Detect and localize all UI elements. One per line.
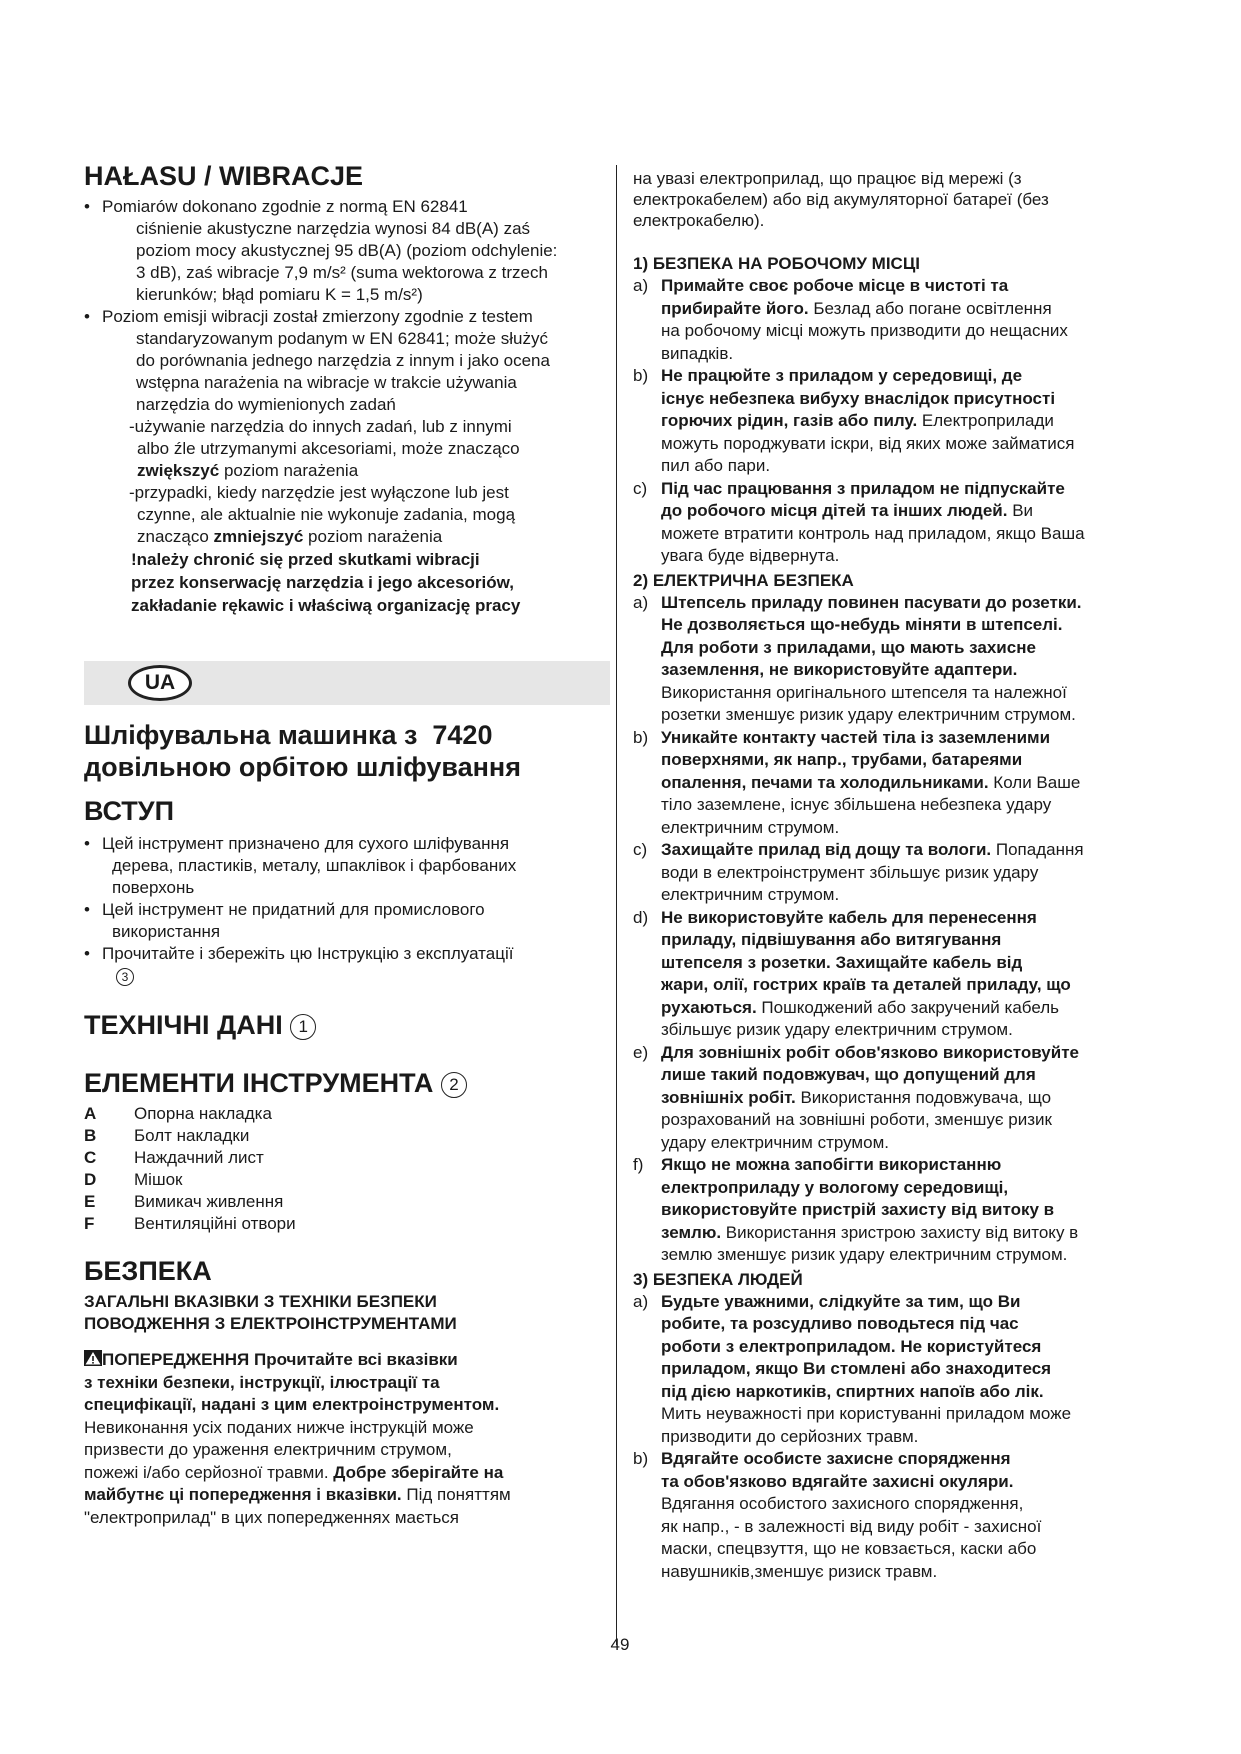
section-1-list bbox=[633, 275, 1153, 568]
s2-item: c) Захищайте прилад від дощу та вологи. Попадання води в електроінструмент збільшує ризик удару електричним струмом. bbox=[633, 840, 1084, 904]
section-3-title: 3) БЕЗПЕКА ЛЮДЕЙ bbox=[633, 1269, 803, 1289]
noise-sub-1: -używanie narzędzia do innych zadań, lub z innymi albo źle utrzymanymi akcesoriami, może znacząco zwiększyć poziom narażenia -przypadki, kiedy narzędzie jest wyłączone lub jest czynne, ale aktualnie nie wykonuje zadania, mogą znacząco zmniejszyć poziom narażenia !należy chronić się przed skutkami wibracji przez konserwację narzędzia i jego akcesoriów, zakładanie rękawic i właściwą organizację pracy bbox=[84, 416, 600, 617]
language-badge: UA bbox=[128, 665, 192, 701]
safety-subtitle: ЗАГАЛЬНІ ВКАЗІВКИ З ТЕХНІКИ БЕЗПЕКИ ПОВОДЖЕННЯ З ЕЛЕКТРОІНСТРУМЕНТАМИ bbox=[84, 1292, 457, 1333]
vibration-note: !należy chronić się przed skutkami wibracji bbox=[131, 550, 480, 569]
intro-bullet-3: • Прочитайте і збережіть цю Інструкцію з експлуатації 3 bbox=[84, 943, 600, 987]
language-band bbox=[84, 661, 610, 705]
s2-item: b) Уникайте контакту частей тіла із заземленими поверхнями, як напр., трубами, батареями опалення, печами та холодильниками. Коли Ваше тіло заземлене, існує збільшена небезпека удару електричним струмом. bbox=[633, 727, 1081, 837]
intro-title: ВСТУП bbox=[84, 796, 174, 826]
intro-bullet-2: • Цей інструмент не придатний для промислового використання bbox=[84, 899, 600, 943]
item-marker: c) bbox=[633, 840, 648, 859]
item-marker: e) bbox=[633, 1042, 649, 1062]
section-2-title: 2) ЕЛЕКТРИЧНА БЕЗПЕКА bbox=[633, 570, 854, 590]
item-marker: c) bbox=[633, 478, 648, 498]
continuation-text: на увазі електроприлад, що працює від мережі (з електрокабелем) або від акумуляторної батареї (без електрокабелю). bbox=[633, 169, 1049, 230]
column-divider bbox=[616, 165, 617, 1645]
noise-title: HAŁASU / WIBRACJE bbox=[84, 161, 364, 191]
product-title: Шліфувальна машинка з 7420 довільною орбітою шліфування bbox=[84, 720, 521, 782]
page-number: 49 bbox=[610, 1635, 630, 1654]
item-marker: a) bbox=[633, 276, 649, 295]
section-1-title: 1) БЕЗПЕКА НА РОБОЧОМУ МІСЦІ bbox=[633, 254, 920, 273]
noise-bullet-1: • Pomiarów dokonano zgodnie z normą EN 62841 ciśnienie akustyczne narzędzia wynosi 84 dB(A) zaś poziom mocy akustycznej 95 dB(A) (poziom odchylenie: 3 dB), zaś wibracje 7,9 m/s² (suma wektorowa z trzech kierunków; błąd pomiaru K = 1,5 m/s²) bbox=[84, 196, 600, 306]
parts-list: A Опорна накладка B Болт накладки C Наждачний лист D Мішок E Вимикач живлення F Вентиляційні отвори bbox=[84, 1104, 296, 1233]
figure-ref-3: 3 bbox=[116, 968, 134, 986]
left-column bbox=[84, 160, 600, 1529]
intro-bullet-1: • Цей інструмент призначено для сухого шліфування дерева, пластиків, металу, шпаклівок і фарбованих поверхонь bbox=[84, 833, 600, 899]
s1-item: b) Не працюйте з приладом у середовищі, де існує небезпека вибуху внаслідок присутності горючих рідин, газів або пилу. Електроприлади можуть породжувати іскри, від яких може займатися пил або пари. bbox=[633, 366, 1075, 475]
item-marker: b) bbox=[633, 1449, 649, 1468]
figure-ref-1: 1 bbox=[290, 1014, 316, 1040]
s2-item: d) Не використовуйте кабель для перенесення приладу, підвішування або витягування штепселя з розетки. Захищайте кабель від жари, олії, гострих країв та деталей приладу, що рухаються. Пошкоджений або закручений кабель збільшує ризик удару електричним струмом. bbox=[633, 907, 1071, 1039]
section-3-list bbox=[633, 1291, 1153, 1584]
noise-list bbox=[84, 196, 600, 416]
s1-item: c) Під час працювання з приладом не підпускайте до робочого місця дітей та інших людей. Ви можете втратити контроль над приладом, якщо Ваша увага буде відвернута. bbox=[633, 478, 1085, 565]
elements-title: ЕЛЕМЕНТИ ІНСТРУМЕНТА 2 bbox=[84, 1067, 600, 1099]
figure-ref-2: 2 bbox=[441, 1072, 467, 1098]
s2-item: e) Для зовнішніх робіт обов'язково використовуйте лише такий подовжувач, що допущений для зовнішніх робіт. Використання подовжувача, що розрахований на зовнішні роботи, зменшує ризик удару електричним струмом. bbox=[633, 1042, 1079, 1152]
item-marker: d) bbox=[633, 907, 649, 927]
s2-item: f) Якщо не можна запобігти використанню електроприладу у вологому середовищі, використовуйте пристрій захисту від витоку в землю. Використання зристрою захисту від витоку в землю зменшує ризик удару електричним струмом. bbox=[633, 1155, 1079, 1264]
item-marker: b) bbox=[633, 366, 649, 385]
s3-item: a) Будьте уважними, слідкуйте за тим, що Ви робите, та розсудливо поводьтеся під час роботи з електроприладом. Не користуйтеся приладом, якщо Ви стомлені або знаходитеся під дією наркотиків, спиртних напоїв або лік. Мить неуважності при користуванні приладом може призводити до серйозних травм. bbox=[633, 1291, 1072, 1446]
right-column bbox=[633, 168, 1153, 1583]
item-marker: a) bbox=[633, 1291, 649, 1311]
s3-item: b) Вдягайте особисте захисне спорядження та обов'язково вдягайте захисні окуляри. Вдягання особистого захисного спорядження, як напр., - в залежності від виду робіт - захисної маски, спецвзуття, що не ковзається, каски або навушників,зменшує ризиск травм. bbox=[633, 1449, 1042, 1581]
intro-list bbox=[84, 833, 600, 987]
item-marker: b) bbox=[633, 727, 649, 747]
tech-data-title: ТЕХНІЧНІ ДАНІ 1 bbox=[84, 1009, 600, 1041]
s1-item: a) Примайте своє робоче місце в чистоті та прибирайте його. Безлад або погане освітлення на робочому місці можуть призводити до нещасних випадків. bbox=[633, 276, 1068, 363]
section-2-list bbox=[633, 592, 1153, 1267]
warning-icon bbox=[84, 1350, 102, 1366]
item-marker: f) bbox=[633, 1155, 644, 1174]
item-marker: a) bbox=[633, 592, 649, 612]
s2-item: a) Штепсель приладу повинен пасувати до розетки. Не дозволяється що-небудь міняти в штепселі. Для роботи з приладами, що мають захисне заземлення, не використовуйте адаптери. Використання оригінального штепселя та належної розетки зменшує ризик удару електричним струмом. bbox=[633, 592, 1082, 724]
safety-title: БЕЗПЕКА bbox=[84, 1256, 212, 1286]
noise-bullet-2: • Poziom emisji wibracji został zmierzony zgodnie z testem standaryzowanym podanym w EN 62841; może służyć do porównania jednego narzędzia z innym i jako ocena wstępna narażenia na wibracje w trakcie używania narzędzia do wymienionych zadań bbox=[84, 306, 600, 416]
warning-block: ПОПЕРЕДЖЕННЯ Прочитайте всі вказівки з техніки безпеки, інструкції, ілюстрації та специфікації, надані з цим електроінструментом. Невиконання усіх поданих нижче інструкцій може призвести до ураження електричним струмом, пожежі і/або серйозної травми. Добре зберігайте на майбутнє ці попередження і вказівки. Під поняттям "електроприлад" в цих попередженнях мається bbox=[84, 1350, 511, 1527]
